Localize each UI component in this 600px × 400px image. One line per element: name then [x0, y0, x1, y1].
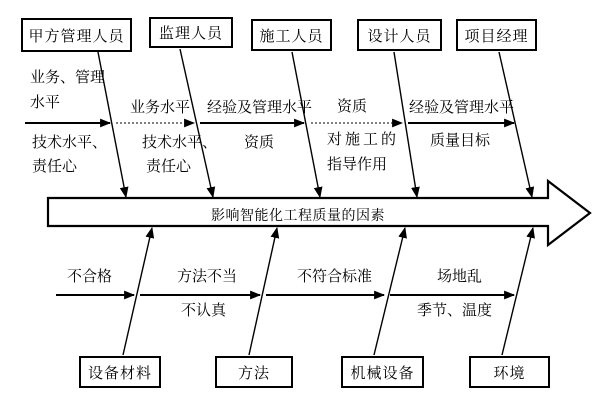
category-box-equipment-materials: 设备材料 — [79, 356, 161, 388]
cause-label: 不认真 — [181, 303, 227, 319]
cause-label: 不符合标准 — [297, 269, 373, 285]
cause-label: 水平 — [30, 95, 61, 111]
category-box-supervisors: 监理人员 — [149, 17, 233, 48]
cause-label: 不合格 — [67, 269, 113, 285]
cause-label: 资质 — [244, 135, 275, 151]
cause-label: 技术水平、 — [32, 135, 108, 151]
cause-label: 经验及管理水平 — [207, 100, 313, 116]
cause-label: 经验及管理水平 — [409, 100, 515, 116]
cause-label: 方法不当 — [177, 269, 238, 285]
cause-label: 业务水平 — [130, 100, 191, 116]
top-bone-3 — [292, 52, 320, 197]
cause-label: 技术水平、 — [142, 135, 218, 151]
cause-label: 资质 — [337, 99, 368, 115]
cause-label: 质量目标 — [430, 133, 491, 149]
bottom-bone-4 — [502, 228, 533, 355]
category-box-environment: 环境 — [469, 356, 550, 388]
category-box-designers: 设计人员 — [357, 19, 442, 51]
category-box-construction-staff: 施工人员 — [251, 19, 332, 51]
cause-label: 责任心 — [146, 159, 192, 175]
bottom-bone-3 — [374, 228, 405, 355]
bottom-bone-2 — [249, 228, 277, 355]
cause-label: 季节、温度 — [417, 303, 493, 319]
cause-label: 对施工的 — [327, 132, 400, 148]
cause-label: 业务、管理 — [30, 70, 106, 86]
spine-title: 影响智能化工程质量的因素 — [211, 209, 385, 224]
category-box-machinery: 机械设备 — [341, 356, 424, 388]
category-box-owner-managers: 甲方管理人员 — [21, 18, 132, 52]
bottom-bone-1 — [123, 228, 152, 355]
top-bone-4 — [394, 52, 417, 197]
category-box-project-manager: 项目经理 — [456, 19, 537, 51]
cause-label: 责任心 — [32, 159, 78, 175]
cause-label: 场地乱 — [437, 269, 483, 285]
category-box-method: 方法 — [215, 356, 293, 388]
top-bone-5 — [499, 52, 532, 197]
cause-label: 指导作用 — [327, 157, 388, 173]
